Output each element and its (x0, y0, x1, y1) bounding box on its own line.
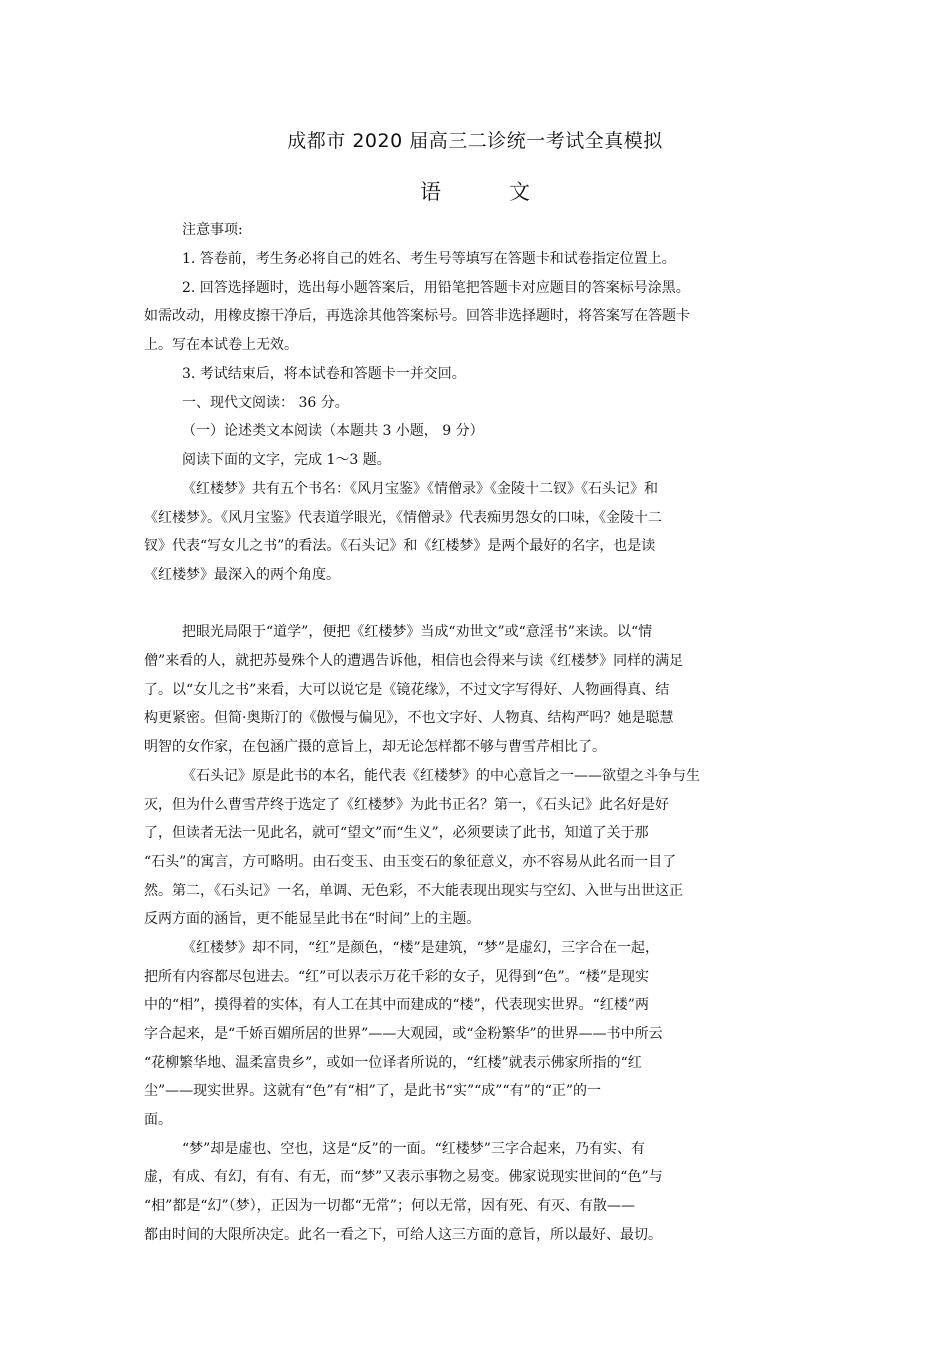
passage-line: 了。以“女儿之书”来看，大可以说它是《镜花缘》，不过文字写得好、人物画得真、结 (144, 682, 670, 698)
subject-heading (0, 178, 950, 206)
passage-line: 尘”——现实世界。这就有“色”有“相”了，是此书“实”“成”“有”的“正”的一 (144, 1083, 602, 1099)
subject-char-1: 语 (420, 180, 441, 204)
notice-item-2: 2. 回答选择题时，选出每小题答案后，用铅笔把答题卡对应题目的答案标号涂黑。 (182, 280, 690, 296)
notice-item-2-cont: 上。写在本试卷上无效。 (144, 337, 298, 353)
exam-title: 成都市 2020 届高三二诊统一考试全真模拟 (287, 130, 663, 152)
passage-line: “梦”却是虚也、空也，这是“反”的一面。“红楼梦”三字合起来，乃有实、有 (182, 1141, 645, 1157)
passage-line: 然。第二，《石头记》一名，单调、无色彩，不大能表现出现实与空幻、入世与出世这正 (144, 883, 683, 899)
passage-line: “石头”的寓言，方可略明。由石变玉、由玉变石的象征意义，亦不容易从此名而一目了 (144, 854, 677, 870)
notice-item-2-cont: 如需改动，用橡皮擦干净后，再选涂其他答案标号。回答非选择题时，将答案写在答题卡 (144, 308, 690, 324)
notice-item-1: 1. 答卷前，考生务必将自己的姓名、考生号等填写在答题卡和试卷指定位置上。 (182, 251, 676, 267)
passage-line: 中的“相”，摸得着的实体，有人工在其中而建成的“楼”，代表现实世界。“红楼”两 (144, 997, 649, 1013)
notice-heading: 注意事项: (182, 222, 243, 238)
passage-line: 《红楼梦》共有五个书名：《风月宝鉴》《情僧录》《金陵十二钗》《石头记》和 (182, 481, 658, 497)
passage-line: 《石头记》原是此书的本名，能代表《红楼梦》的中心意旨之一——欲望之斗争与生 (182, 768, 700, 784)
passage-line: “花柳繁华地、温柔富贵乡”，或如一位译者所说的，“红楼”就表示佛家所指的“红 (144, 1055, 642, 1071)
passage-line: 《红楼梦》。《风月宝鉴》代表道学眼光，《情僧录》代表痴男怨女的口味，《金陵十二 (144, 510, 662, 526)
passage-line: 面。 (144, 1112, 172, 1128)
passage-line: 《红楼梦》最深入的两个角度。 (144, 567, 340, 583)
passage-line: 反两方面的涵旨，更不能显呈此书在“时间”上的主题。 (144, 911, 481, 927)
passage-line: “相”都是“幻”（梦），正因为一切都“无常”；何以无常，因有死、有灭、有散—— (144, 1198, 635, 1214)
section-heading: 一、现代文阅读： 36 分。 (182, 395, 349, 411)
passage-line: 灭，但为什么曹雪芹终于选定了《红楼梦》为此书正名？第一，《石头记》此名好是好 (144, 797, 669, 813)
subject-char-2: 文 (509, 180, 530, 204)
notice-item-3: 3. 考试结束后，将本试卷和答题卡一并交回。 (182, 366, 466, 382)
passage-line: 虚，有成、有幻，有有、有无，而“梦”又表示事物之易变。佛家说现实世间的“色”与 (144, 1169, 663, 1185)
passage-line: 字合起来，是“千娇百媚所居的世界”——大观园，或“金粉繁华”的世界——书中所云 (144, 1026, 663, 1042)
subsection-heading: （一）论述类文本阅读（本题共 3 小题， 9 分） (182, 423, 484, 439)
passage-line: 明智的女作家，在包涵广摄的意旨上，却无论怎样都不够与曹雪芹相比了。 (144, 739, 606, 755)
passage-line: 把眼光局限于“道学”，便把《红楼梦》当成“劝世文”或“意淫书”来读。以“情 (182, 624, 653, 640)
passage-line: 构更紧密。但简·奥斯汀的《傲慢与偏见》，不也文字好、人物真、结构严吗？她是聪慧 (144, 710, 674, 726)
passage-line: 僧”来看的人，就把苏曼殊个人的遭遇告诉他，相信也会得来与读《红楼梦》同样的满足 (144, 653, 684, 669)
reading-instruction: 阅读下面的文字，完成 1～3 题。 (182, 452, 391, 468)
passage-line: 钗》代表“写女儿之书”的看法。《石头记》和《红楼梦》是两个最好的名字，也是读 (144, 538, 656, 554)
passage-line: 《红楼梦》却不同，“红”是颜色，“楼”是建筑，“梦”是虚幻，三字合在一起， (182, 940, 659, 956)
passage-line: 了，但读者无法一见此名，就可“望文”而“生义”，必须要读了此书，知道了关于那 (144, 825, 649, 841)
passage-line: 把所有内容都尽包进去。“红”可以表示万花千彩的女子，见得到“色”。“楼”是现实 (144, 969, 649, 985)
passage-line: 都由时间的大限所决定。此名一看之下，可给人这三方面的意旨，所以最好、最切。 (144, 1227, 662, 1243)
